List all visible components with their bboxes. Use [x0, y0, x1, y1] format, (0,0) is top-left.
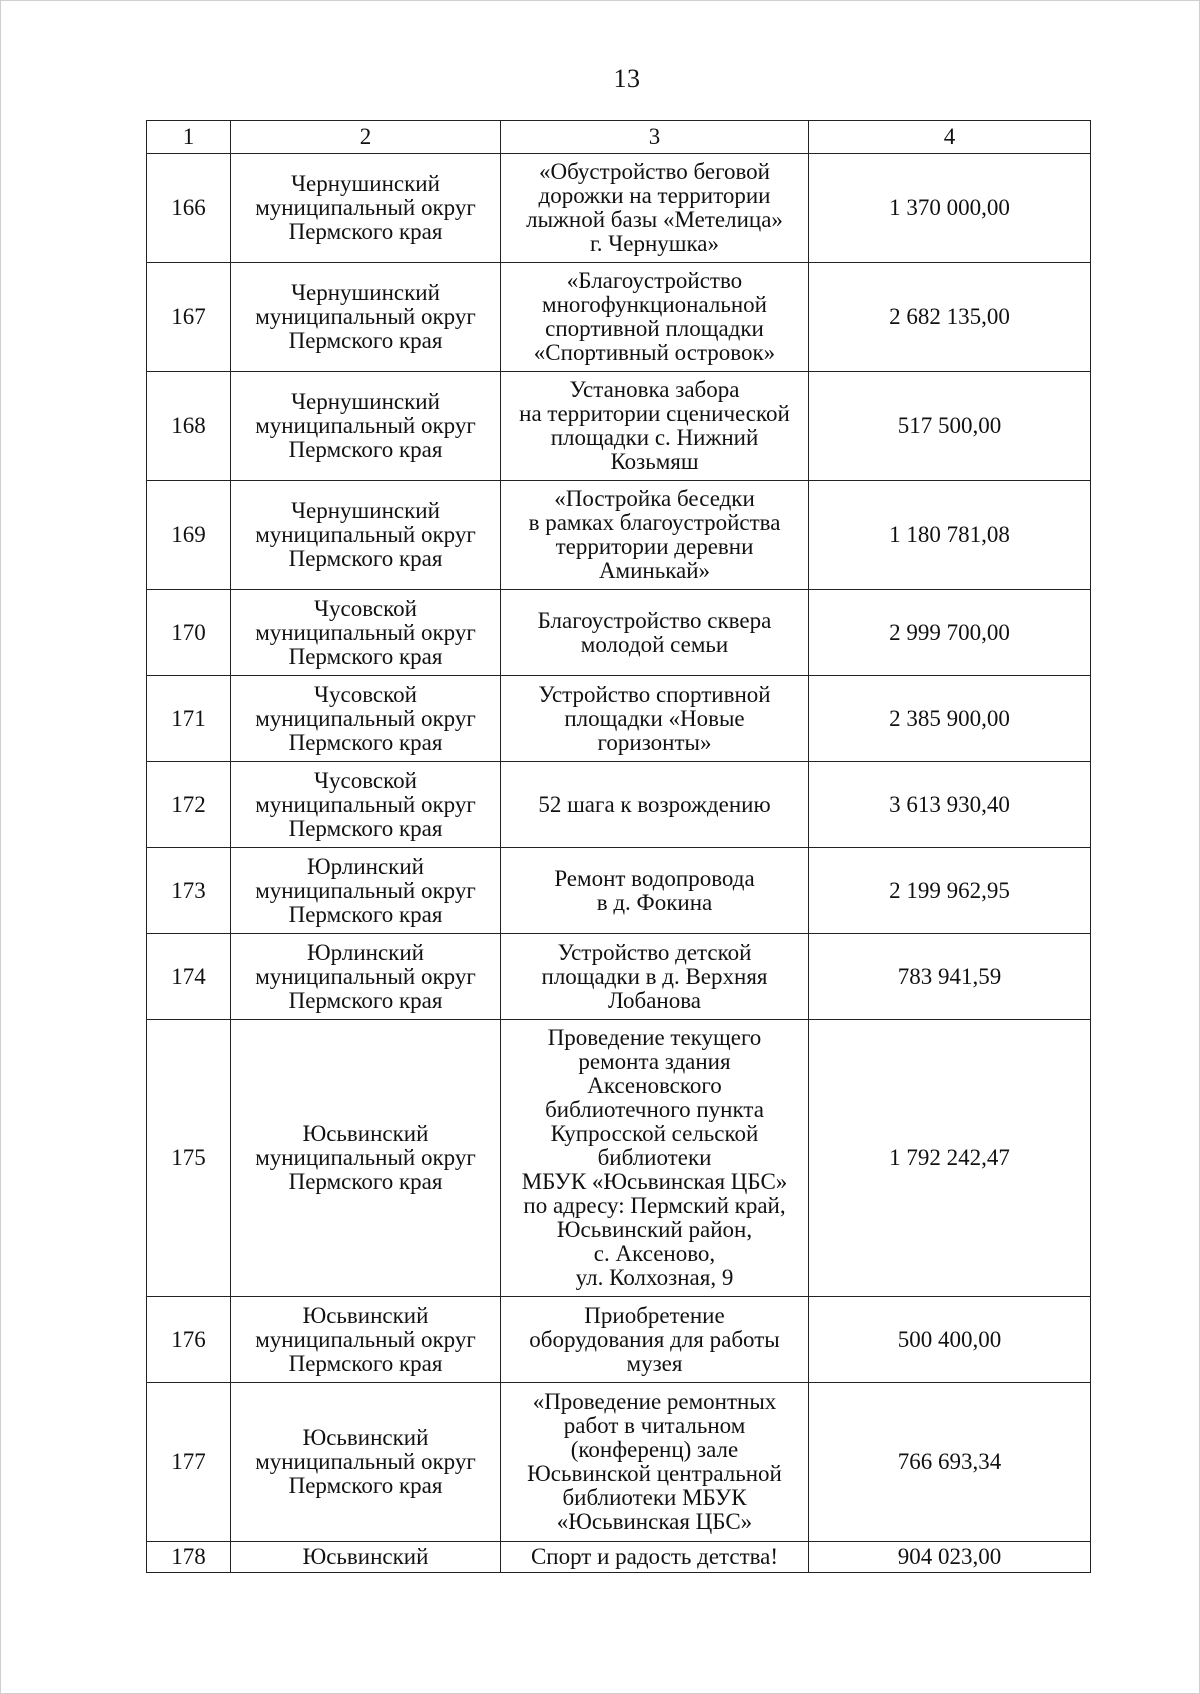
amount-cell: 500 400,00 — [809, 1297, 1091, 1383]
table-row — [147, 154, 1091, 263]
amount-cell: 783 941,59 — [809, 934, 1091, 1020]
allocation-table — [146, 120, 1091, 1573]
row-number: 177 — [147, 1383, 231, 1542]
row-number: 169 — [147, 481, 231, 590]
project-cell: Устройство детской площадки в д. Верхняя Лобанова — [501, 934, 809, 1020]
row-number: 171 — [147, 676, 231, 762]
row-number: 168 — [147, 372, 231, 481]
municipality-cell: Юсьвинский муниципальный округ Пермского края — [231, 1383, 501, 1542]
row-number: 170 — [147, 590, 231, 676]
table-row — [147, 481, 1091, 590]
municipality-cell: Чусовской муниципальный округ Пермского края — [231, 590, 501, 676]
project-cell: «Обустройство беговой дорожки на территории лыжной базы «Метелица» г. Чернушка» — [501, 154, 809, 263]
row-number: 173 — [147, 848, 231, 934]
project-cell: 52 шага к возрождению — [501, 762, 809, 848]
amount-cell: 904 023,00 — [809, 1542, 1091, 1573]
municipality-cell: Чусовской муниципальный округ Пермского края — [231, 762, 501, 848]
row-number: 178 — [147, 1542, 231, 1573]
row-number: 175 — [147, 1020, 231, 1297]
amount-cell: 1 370 000,00 — [809, 154, 1091, 263]
amount-cell: 1 792 242,47 — [809, 1020, 1091, 1297]
project-cell: Проведение текущего ремонта здания Аксеновского библиотечного пункта Купросской сельской библиотеки МБУК «Юсьвинская ЦБС» по адресу: Пермский край, Юсьвинский район, с. Аксеново, ул. Колхозная, 9 — [501, 1020, 809, 1297]
project-cell: Ремонт водопровода в д. Фокина — [501, 848, 809, 934]
column-header-1: 1 — [147, 121, 231, 154]
table-row — [147, 590, 1091, 676]
row-number: 176 — [147, 1297, 231, 1383]
row-number: 167 — [147, 263, 231, 372]
project-cell: Благоустройство сквера молодой семьи — [501, 590, 809, 676]
row-number: 172 — [147, 762, 231, 848]
amount-cell: 2 199 962,95 — [809, 848, 1091, 934]
table-row — [147, 762, 1091, 848]
row-number: 166 — [147, 154, 231, 263]
project-cell: Установка забора на территории сценической площадки с. Нижний Козьмяш — [501, 372, 809, 481]
municipality-cell: Чусовской муниципальный округ Пермского края — [231, 676, 501, 762]
column-header-3: 3 — [501, 121, 809, 154]
project-cell: «Постройка беседки в рамках благоустройства территории деревни Аминькай» — [501, 481, 809, 590]
table-row — [147, 1383, 1091, 1542]
table-row — [147, 263, 1091, 372]
municipality-cell: Чернушинский муниципальный округ Пермского края — [231, 372, 501, 481]
amount-cell: 2 385 900,00 — [809, 676, 1091, 762]
project-cell: Устройство спортивной площадки «Новые горизонты» — [501, 676, 809, 762]
amount-cell: 517 500,00 — [809, 372, 1091, 481]
amount-cell: 2 682 135,00 — [809, 263, 1091, 372]
page-number: 13 — [613, 64, 641, 93]
table-row — [147, 1297, 1091, 1383]
municipality-cell: Чернушинский муниципальный округ Пермского края — [231, 481, 501, 590]
column-header-4: 4 — [809, 121, 1091, 154]
amount-cell: 3 613 930,40 — [809, 762, 1091, 848]
municipality-cell: Чернушинский муниципальный округ Пермского края — [231, 154, 501, 263]
municipality-cell: Юсьвинский муниципальный округ Пермского края — [231, 1297, 501, 1383]
project-cell: Спорт и радость детства! — [501, 1542, 809, 1573]
table-row — [147, 372, 1091, 481]
municipality-cell: Юсьвинский — [231, 1542, 501, 1573]
municipality-cell: Юрлинский муниципальный округ Пермского края — [231, 848, 501, 934]
table-header-row — [147, 121, 1091, 154]
municipality-cell: Чернушинский муниципальный округ Пермского края — [231, 263, 501, 372]
project-cell: «Благоустройство многофункциональной спортивной площадки «Спортивный островок» — [501, 263, 809, 372]
table-row — [147, 1020, 1091, 1297]
amount-cell: 2 999 700,00 — [809, 590, 1091, 676]
amount-cell: 766 693,34 — [809, 1383, 1091, 1542]
table-row — [147, 676, 1091, 762]
row-number: 174 — [147, 934, 231, 1020]
table-row — [147, 1542, 1091, 1573]
project-cell: «Проведение ремонтных работ в читальном (конференц) зале Юсьвинской центральной библиотеки МБУК «Юсьвинская ЦБС» — [501, 1383, 809, 1542]
table-row — [147, 934, 1091, 1020]
municipality-cell: Юсьвинский муниципальный округ Пермского края — [231, 1020, 501, 1297]
column-header-2: 2 — [231, 121, 501, 154]
municipality-cell: Юрлинский муниципальный округ Пермского края — [231, 934, 501, 1020]
project-cell: Приобретение оборудования для работы музея — [501, 1297, 809, 1383]
table-row — [147, 848, 1091, 934]
amount-cell: 1 180 781,08 — [809, 481, 1091, 590]
